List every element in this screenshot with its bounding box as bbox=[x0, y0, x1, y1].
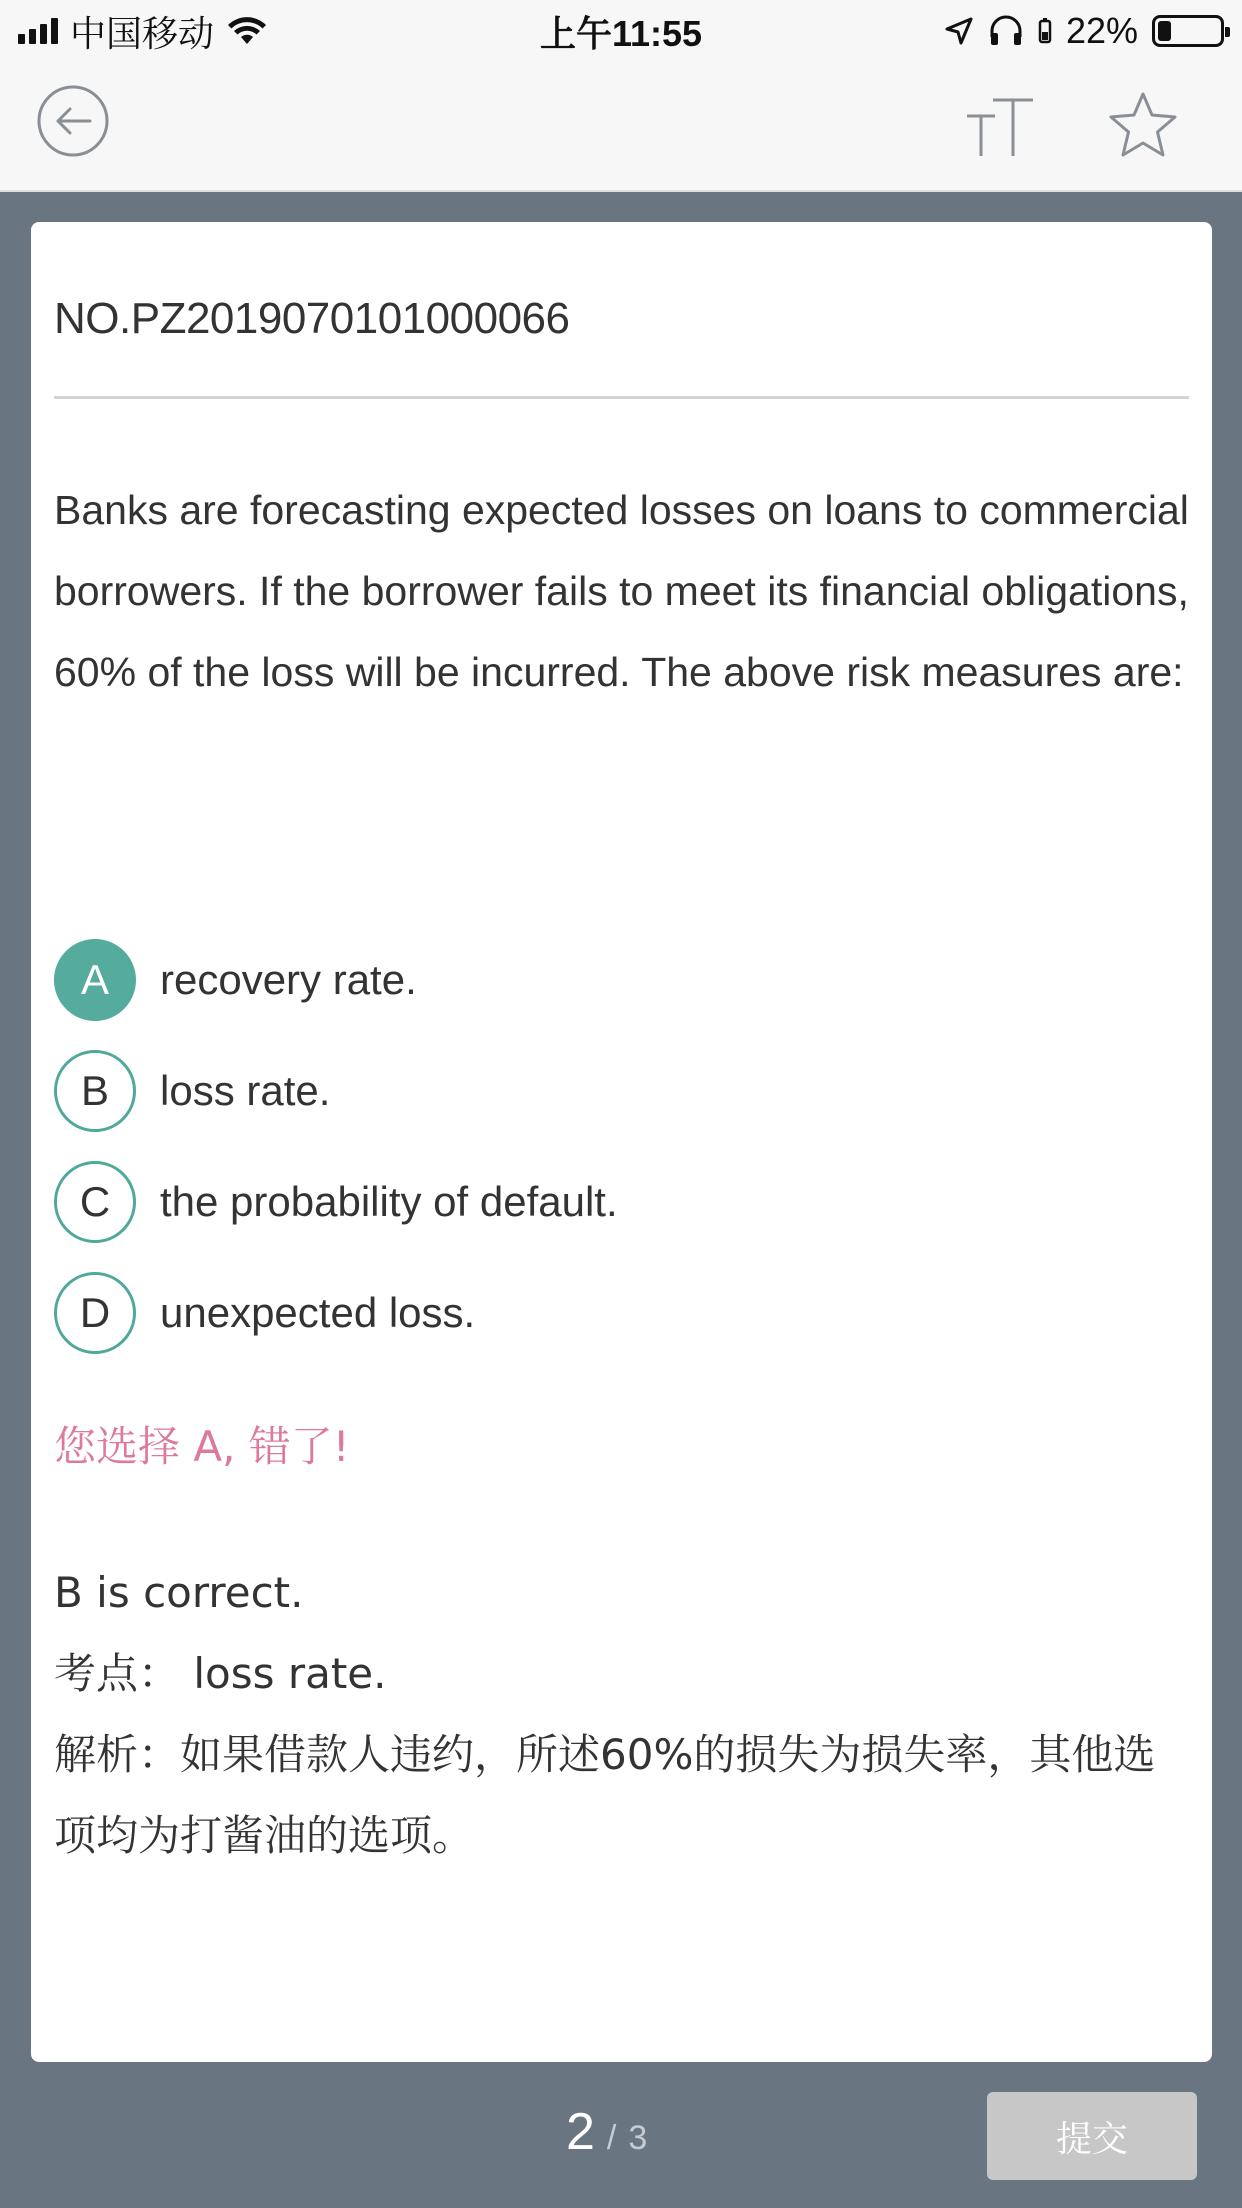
correct-answer: B is correct. bbox=[54, 1568, 304, 1617]
option-c-text: the probability of default. bbox=[160, 1177, 618, 1225]
page-separator: / bbox=[606, 2119, 617, 2157]
option-d-text: unexpected loss. bbox=[160, 1288, 476, 1336]
option-a-text: recovery rate. bbox=[160, 955, 417, 1003]
question-text: Banks are forecasting expected losses on loans to commercial borrowers. If the borrower fails to meet its financial obligations, 60% of the loss will be incurred. The above risk measures are: bbox=[54, 487, 1189, 695]
back-arrow-circle-icon[interactable] bbox=[36, 84, 110, 158]
location-icon bbox=[944, 16, 974, 46]
headphones-icon bbox=[988, 15, 1024, 47]
options-list bbox=[54, 924, 1189, 1368]
submit-button[interactable]: 提交 bbox=[987, 2092, 1197, 2180]
battery-small-icon bbox=[1038, 18, 1052, 44]
analysis: 解析：如果借款人违约，所述60%的损失为损失率，其他选项均为打酱油的选项。 bbox=[54, 1730, 1156, 1860]
battery-icon bbox=[1152, 15, 1224, 47]
total-pages: 3 bbox=[628, 2119, 648, 2157]
option-c[interactable] bbox=[54, 1146, 1189, 1257]
carrier-name: 中国移动 bbox=[70, 12, 215, 54]
question-card bbox=[31, 222, 1212, 2062]
option-b-text: loss rate. bbox=[160, 1066, 331, 1114]
explanation bbox=[54, 1552, 1189, 1876]
option-c-letter[interactable]: C bbox=[54, 1161, 136, 1243]
option-d-letter[interactable]: D bbox=[54, 1272, 136, 1354]
wifi-icon bbox=[226, 16, 268, 46]
question-number: NO.PZ2019070101000066 bbox=[54, 294, 570, 343]
current-page: 2 bbox=[566, 2103, 595, 2161]
status-bar bbox=[0, 0, 1242, 62]
option-d[interactable] bbox=[54, 1257, 1189, 1368]
status-time: 上午11:55 bbox=[539, 12, 703, 54]
star-outline-icon[interactable] bbox=[1108, 90, 1178, 160]
key-point: 考点： loss rate. bbox=[54, 1649, 387, 1698]
option-b[interactable] bbox=[54, 1035, 1189, 1146]
status-left bbox=[18, 6, 268, 57]
battery-level bbox=[1158, 21, 1171, 41]
option-b-letter[interactable]: B bbox=[54, 1050, 136, 1132]
option-a[interactable] bbox=[54, 924, 1189, 1035]
text-size-icon[interactable] bbox=[965, 94, 1035, 160]
top-nav-bar bbox=[0, 62, 1242, 192]
option-a-letter[interactable]: A bbox=[54, 939, 136, 1021]
signal-icon bbox=[18, 18, 58, 44]
page-indicator bbox=[566, 2102, 647, 2162]
divider bbox=[54, 396, 1189, 399]
status-right bbox=[944, 10, 1224, 52]
battery-percent: 22% bbox=[1065, 10, 1138, 51]
answer-result: 您选择 A, 错了! bbox=[54, 1422, 350, 1471]
